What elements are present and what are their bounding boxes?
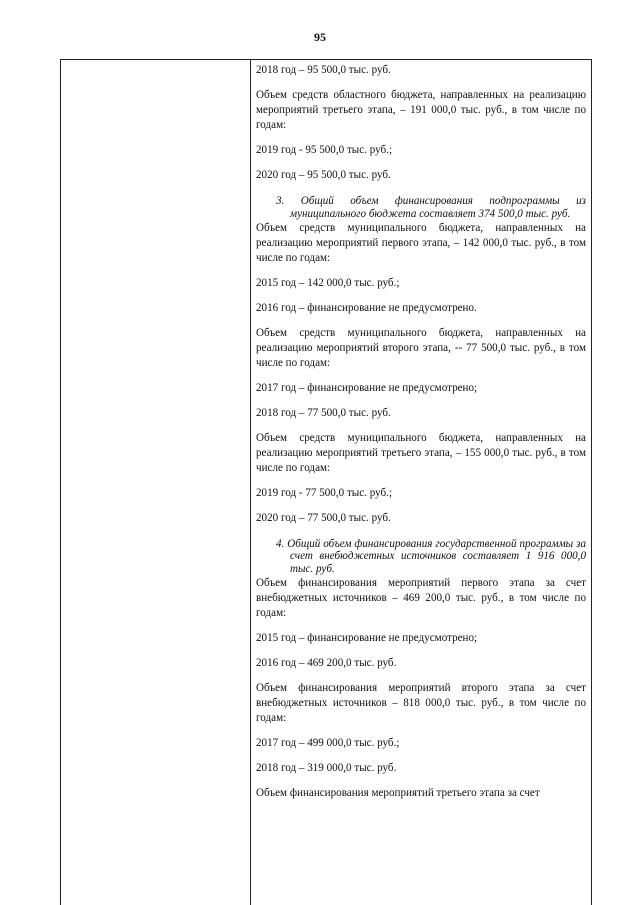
year-2016-line: 2016 год – финансирование не предусмотрено. [256, 301, 477, 314]
municipal-budget-stage3: Объем средств муниципального бюджета, направленных на реализацию мероприятий третьего этапа, – 155 000,0 тыс. руб., в том числе по годам: [256, 431, 586, 474]
extrabudgetary-stage2: Объем финансирования мероприятий второго этапа за счет внебюджетных источников – 818 000,0 тыс. руб., в том числе по годам: [256, 681, 586, 724]
section-4-heading: 4. Общий объем финансирования государственной программы за счет внебюджетных источников составляет 1 916 000,0 тыс. руб. [276, 537, 586, 576]
year-2018-line-2: 2018 год – 77 500,0 тыс. руб. [256, 406, 391, 419]
year-2019-line: 2019 год - 95 500,0 тыс. руб.; [256, 144, 393, 156]
page-number: 95 [314, 30, 326, 44]
regional-budget-stage3: Объем средств областного бюджета, направленных на реализацию мероприятий третьего этапа, – 191 000,0 тыс. руб., в том числе по годам: [256, 89, 586, 131]
year-2017-line-2: 2017 год – 499 000,0 тыс. руб.; [256, 736, 400, 749]
year-2020-line-2: 2020 год – 77 500,0 тыс. руб. [256, 511, 391, 524]
year-2015-line-2: 2015 год – финансирование не предусмотрено; [256, 631, 478, 644]
extrabudgetary-stage1: Объем финансирования мероприятий первого этапа за счет внебюджетных источников – 469 200,0 тыс. руб., в том числе по годам: [256, 576, 586, 619]
extrabudgetary-stage3: Объем финансирования мероприятий третьего этапа за счет [256, 786, 540, 799]
year-2018-line: 2018 год – 95 500,0 тыс. руб. [256, 64, 391, 76]
year-2019-line-2: 2019 год - 77 500,0 тыс. руб.; [256, 486, 393, 499]
municipal-budget-stage2: Объем средств муниципального бюджета, направленных на реализацию мероприятий второго этапа, -- 77 500,0 тыс. руб., в том числе по годам: [256, 326, 586, 369]
year-2017-line: 2017 год – финансирование не предусмотрено; [256, 381, 478, 394]
year-2018-line-3: 2018 год – 319 000,0 тыс. руб. [256, 761, 397, 774]
section-3-heading: 3. Общий объем финансирования подпрограммы из муниципального бюджета составляет 374 500,0 тыс. руб. [276, 195, 586, 220]
year-2016-line-2: 2016 год – 469 200,0 тыс. руб. [256, 656, 397, 669]
column-divider [250, 59, 251, 905]
year-2020-line: 2020 год – 95 500,0 тыс. руб. [256, 169, 391, 181]
financing-text-cell [256, 63, 586, 801]
municipal-budget-stage1: Объем средств муниципального бюджета, направленных на реализацию мероприятий первого этапа, – 142 000,0 тыс. руб., в том числе по годам: [256, 221, 586, 264]
year-2015-line: 2015 год – 142 000,0 тыс. руб.; [256, 276, 400, 289]
